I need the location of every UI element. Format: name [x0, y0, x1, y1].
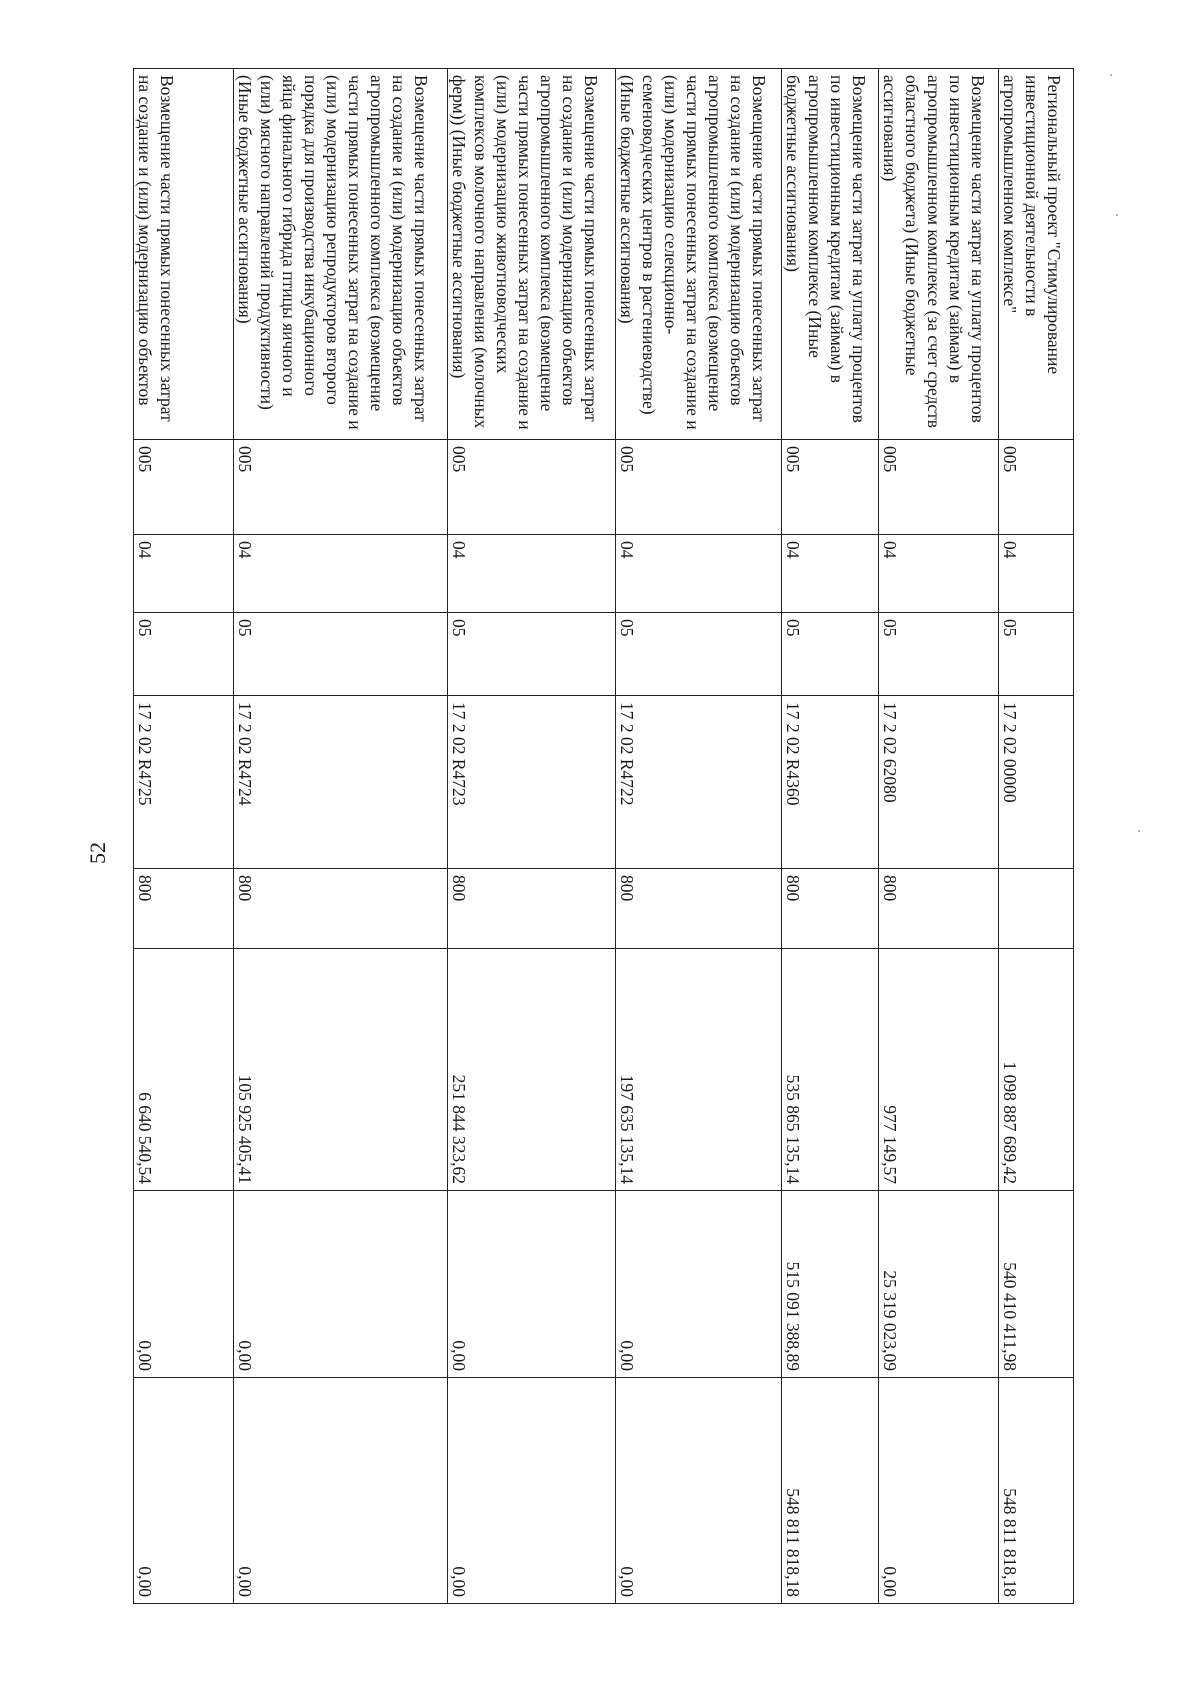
ministry-code: 005 [879, 440, 999, 535]
expense-type: 800 [879, 869, 999, 949]
subsection-code: 05 [234, 613, 448, 696]
amount-1: 251 844 323,62 [448, 949, 616, 1191]
amount-3: 0,00 [879, 1378, 999, 1604]
ministry-code: 005 [616, 440, 782, 535]
target-article: 17 2 02 R4360 [782, 696, 879, 869]
amount-1: 1 098 887 689,42 [999, 949, 1074, 1191]
expense-type: 800 [448, 869, 616, 949]
subsection-code: 05 [782, 613, 879, 696]
section-code: 04 [134, 535, 234, 613]
row-name: Возмещение части затрат на уплату процентов по инвестиционным кредитам (займам) в агропромышленном комплексе (за счет средств областного бюджета) (Иные бюджетные ассигнования) [879, 69, 999, 440]
table-row [448, 69, 616, 1604]
page-number: 52 [85, 842, 110, 864]
subsection-code: 05 [616, 613, 782, 696]
section-code: 04 [234, 535, 448, 613]
amount-1: 105 925 405,41 [234, 949, 448, 1191]
row-name: Возмещение части затрат на уплату процентов по инвестиционным кредитам (займам) в агропромышленном комплексе (Иные бюджетные ассигнования) [782, 69, 879, 440]
section-code: 04 [448, 535, 616, 613]
target-article: 17 2 02 R4724 [234, 696, 448, 869]
row-name: Возмещение части прямых понесенных затрат на создание и (или) модернизацию объектов [134, 69, 234, 440]
amount-3: 0,00 [448, 1378, 616, 1604]
subsection-code: 05 [999, 613, 1074, 696]
expense-type: 800 [134, 869, 234, 949]
ministry-code: 005 [999, 440, 1074, 535]
amount-2: 515 091 388,89 [782, 1191, 879, 1378]
expense-type: 800 [234, 869, 448, 949]
section-code: 04 [999, 535, 1074, 613]
target-article: 17 2 02 R4725 [134, 696, 234, 869]
amount-1: 6 640 540,54 [134, 949, 234, 1191]
amount-3: 548 811 818,18 [999, 1378, 1074, 1604]
amount-1: 535 865 135,14 [782, 949, 879, 1191]
section-code: 04 [879, 535, 999, 613]
amount-2: 25 319 023,09 [879, 1191, 999, 1378]
table-row [782, 69, 879, 1604]
table-row [616, 69, 782, 1604]
ministry-code: 005 [448, 440, 616, 535]
amount-3: 548 811 818,18 [782, 1378, 879, 1604]
row-name: Региональный проект "Стимулирование инвестиционной деятельности в агропромышленном комплексе" [999, 69, 1074, 440]
target-article: 17 2 02 00000 [999, 696, 1074, 869]
scan-speck [1116, 214, 1118, 216]
row-name: Возмещение части прямых понесенных затрат на создание и (или) модернизацию объектов агропромышленного комплекса (возмещение части прямых понесенных затрат на создание и (или) модернизацию репродукторов второго порядка для производства инкубационного яйца финального гибрида птицы яичного и (или) мясного направлений продуктивности) (Иные бюджетные ассигнования) [234, 69, 448, 440]
budget-table [133, 68, 1074, 1604]
section-code: 04 [782, 535, 879, 613]
expense-type: 800 [616, 869, 782, 949]
amount-2: 0,00 [234, 1191, 448, 1378]
target-article: 17 2 02 62080 [879, 696, 999, 869]
amount-3: 0,00 [616, 1378, 782, 1604]
row-name: Возмещение части прямых понесенных затрат на создание и (или) модернизацию объектов агропромышленного комплекса (возмещение части прямых понесенных затрат на создание и (или) модернизацию селекционно-семеноводческих центров в растениеводстве) (Иные бюджетные ассигнования) [616, 69, 782, 440]
section-code: 04 [616, 535, 782, 613]
ministry-code: 005 [782, 440, 879, 535]
target-article: 17 2 02 R4722 [616, 696, 782, 869]
table-row [879, 69, 999, 1604]
subsection-code: 05 [879, 613, 999, 696]
subsection-code: 05 [448, 613, 616, 696]
table-row [134, 69, 234, 1604]
table-row [234, 69, 448, 1604]
ministry-code: 005 [134, 440, 234, 535]
amount-1: 977 149,57 [879, 949, 999, 1191]
rotated-table-container [134, 68, 1074, 1603]
scan-speck [1110, 74, 1112, 76]
subsection-code: 05 [134, 613, 234, 696]
amount-2: 0,00 [616, 1191, 782, 1378]
table-row [999, 69, 1074, 1604]
scan-speck [1138, 830, 1140, 832]
expense-type: 800 [782, 869, 879, 949]
amount-3: 0,00 [234, 1378, 448, 1604]
amount-2: 0,00 [448, 1191, 616, 1378]
amount-2: 0,00 [134, 1191, 234, 1378]
target-article: 17 2 02 R4723 [448, 696, 616, 869]
ministry-code: 005 [234, 440, 448, 535]
expense-type [999, 869, 1074, 949]
amount-3: 0,00 [134, 1378, 234, 1604]
row-name: Возмещение части прямых понесенных затрат на создание и (или) модернизацию объектов агропромышленного комплекса (возмещение части прямых понесенных затрат на создание и (или) модернизацию животноводческих комплексов молочного направления (молочных ферм)) (Иные бюджетные ассигнования) [448, 69, 616, 440]
amount-2: 540 410 411,98 [999, 1191, 1074, 1378]
amount-1: 197 635 135,14 [616, 949, 782, 1191]
